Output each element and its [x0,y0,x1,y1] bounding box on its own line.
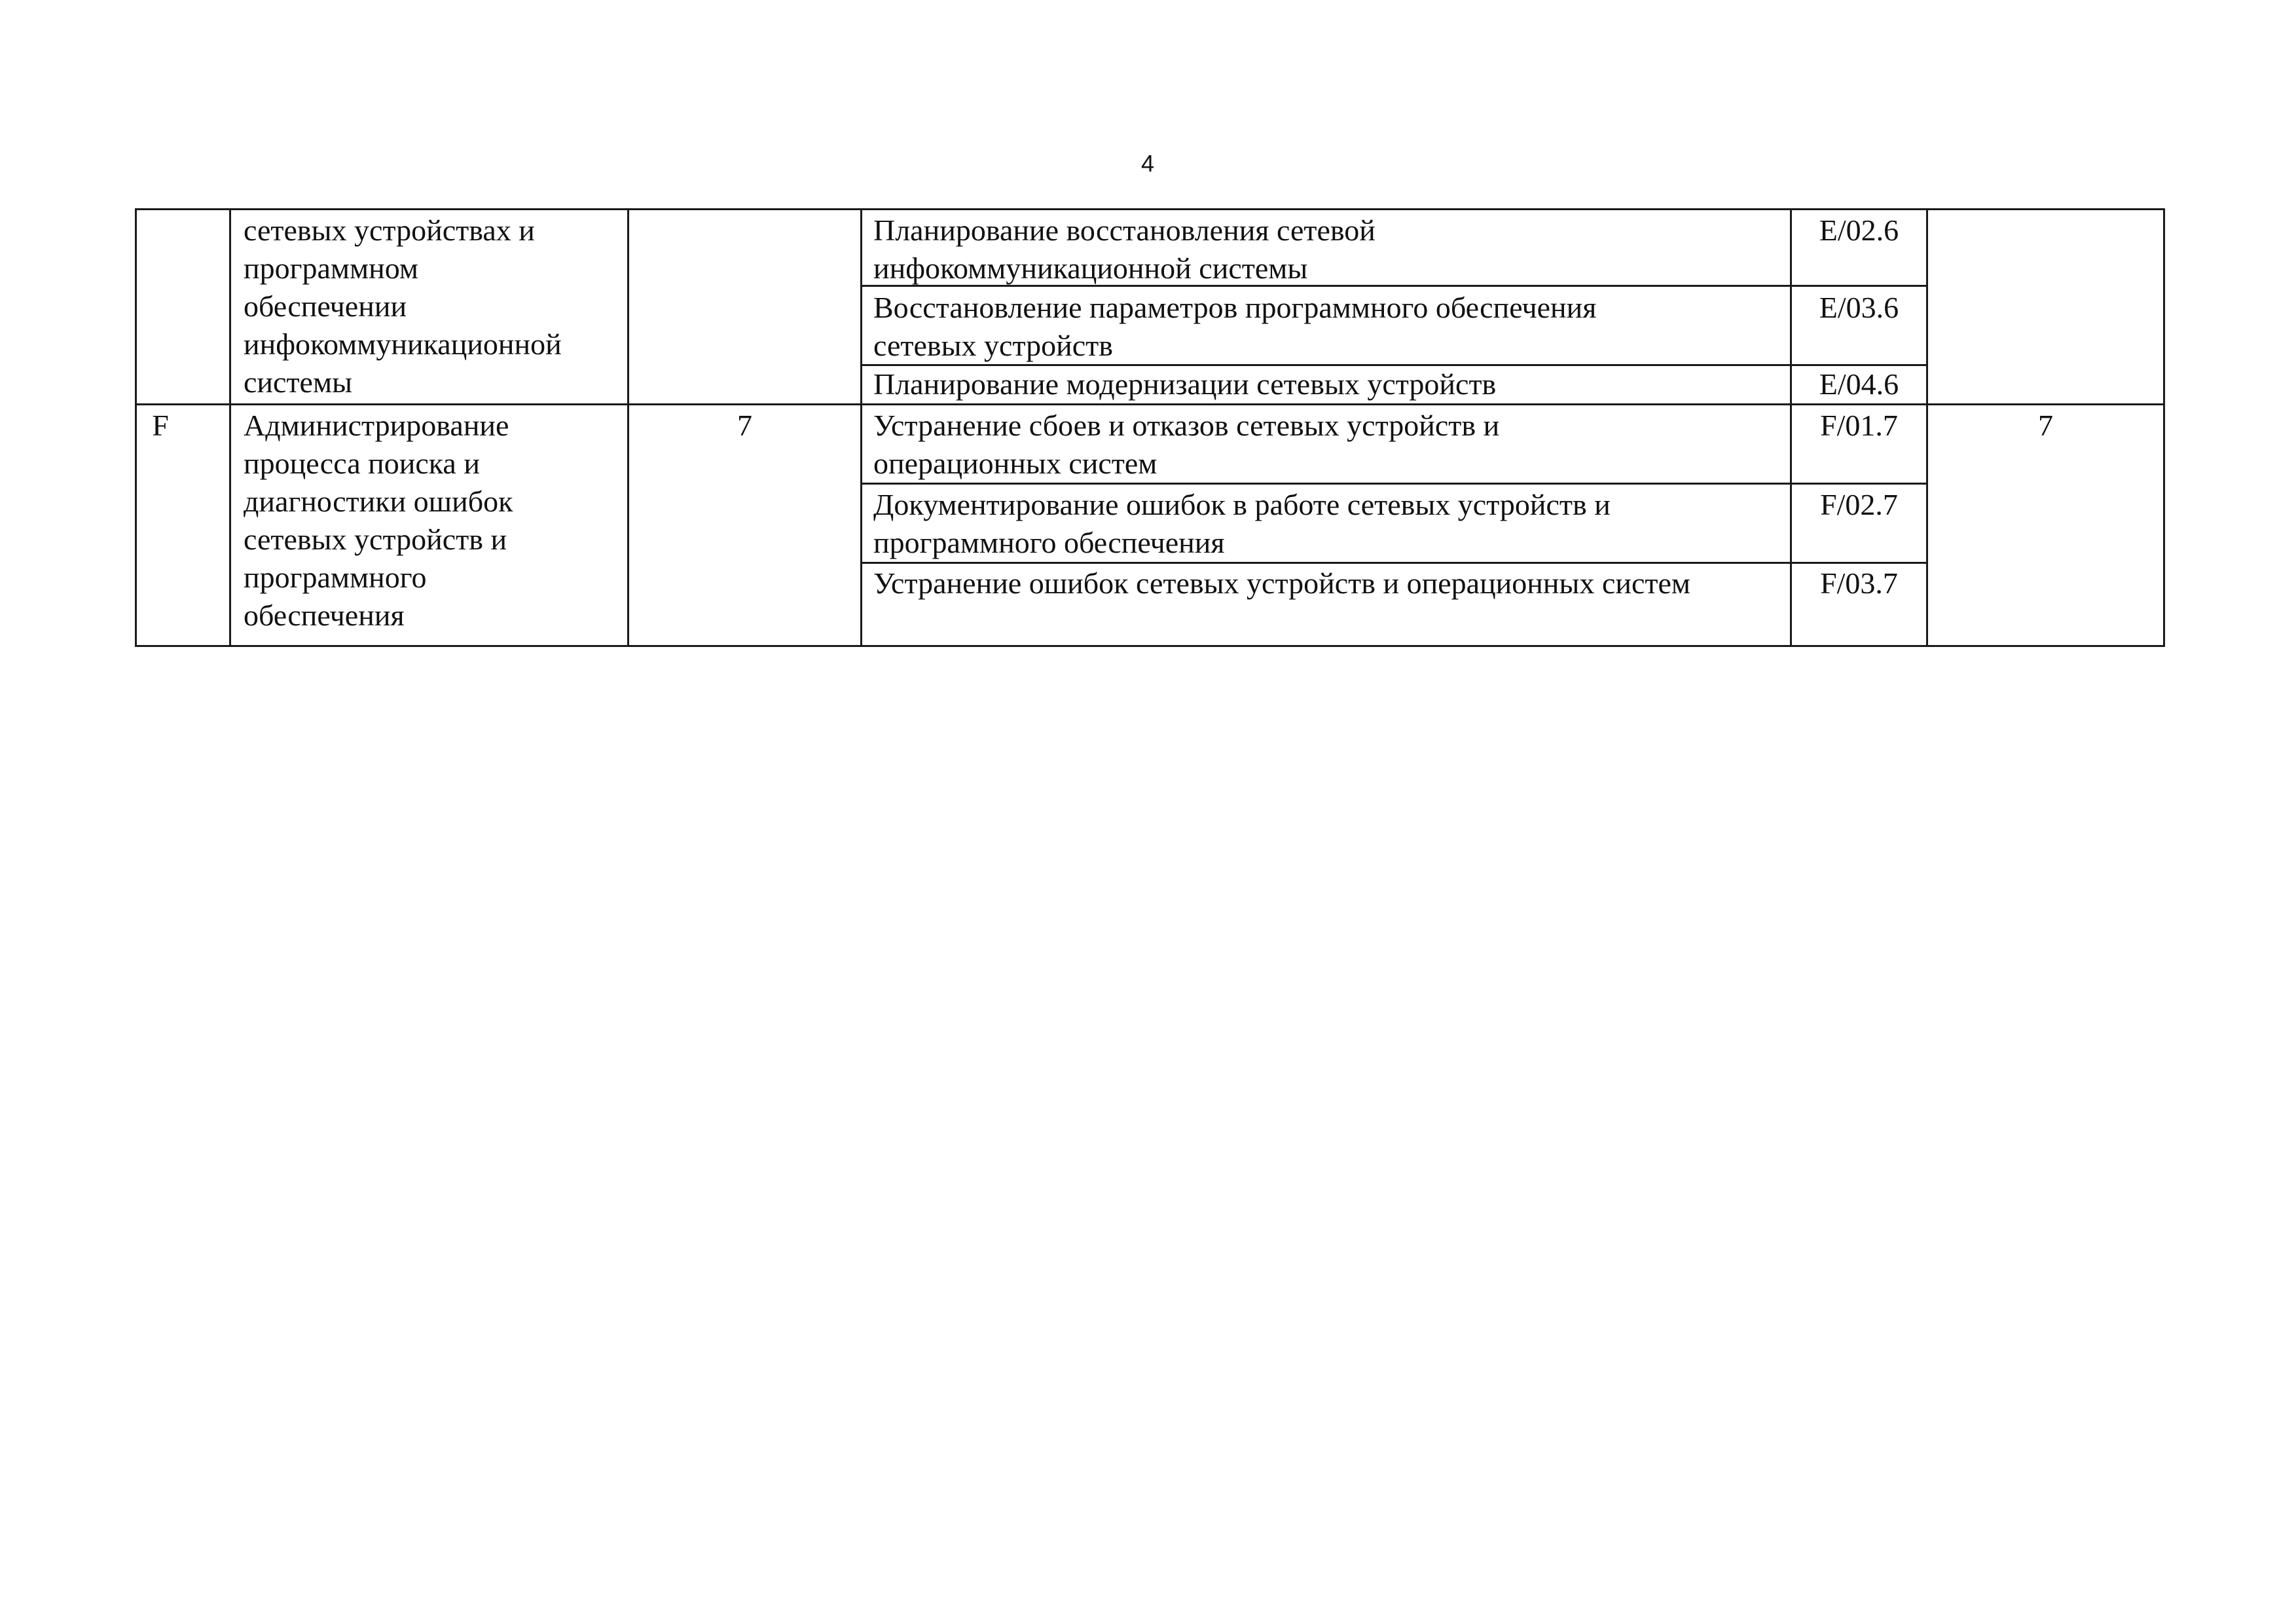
column-divider [860,208,862,647]
column-divider [229,208,231,647]
labor-function-name [873,564,1690,602]
sublevel-qualification: 7 [2038,409,2053,442]
cell-text-line: Планирование модернизации сетевых устройств [873,367,1497,401]
labor-function-name [873,407,1499,483]
cell-text-line: диагностики ошибок [244,485,513,518]
labor-function-name [873,365,1496,403]
labor-function-name [873,289,1596,365]
cell-text-line: операционных систем [873,447,1157,480]
cell-text-line: Устранение ошибок сетевых устройств и операционных систем [873,566,1691,600]
cell-text-line: инфокоммуникационной [244,327,562,361]
table-border-top [135,208,2165,210]
cell-text-line: сетевых устройствах и [244,213,535,247]
cell-text-line: обеспечении [244,289,407,323]
row-divider [860,483,1928,485]
cell-text-line: Администрирование [244,409,509,442]
cell-text-line: программном [244,251,418,285]
row-divider [135,403,2165,405]
generalized-function-code: F [152,409,169,442]
labor-function-code: F/03.7 [1820,566,1898,600]
cell-text-line: Восстановление параметров программного обеспечения [873,291,1597,324]
cell-text-line: программного [244,561,427,594]
labor-function-code: F/01.7 [1820,409,1898,442]
cell-text-line: системы [244,365,352,399]
labor-function-code: E/04.6 [1819,367,1899,401]
row-divider [860,562,1928,564]
cell-text-line: Документирование ошибок в работе сетевых устройств и [873,488,1611,521]
cell-text-line: Устранение сбоев и отказов сетевых устройств и [873,409,1500,442]
table-border-bottom [135,645,2165,647]
labor-function-code: E/02.6 [1819,213,1899,247]
qualification-level: 7 [737,409,752,442]
cell-text-line: процесса поиска и [244,447,480,480]
generalized-function-name [244,212,562,401]
cell-text-line: Планирование восстановления сетевой [873,213,1376,247]
cell-text-line: программного обеспечения [873,526,1225,559]
labor-function-name [873,212,1376,287]
cell-text-line: обеспечения [244,599,405,632]
functions-table [135,208,2165,647]
cell-text-line: инфокоммуникационной системы [873,251,1308,285]
cell-text-line: сетевых устройств [873,329,1113,362]
cell-text-line: сетевых устройств и [244,523,507,556]
table-border-right [2163,208,2165,647]
labor-function-name [873,486,1611,562]
labor-function-code: F/02.7 [1820,488,1898,521]
generalized-function-name [244,407,513,635]
labor-function-code: E/03.6 [1819,291,1899,324]
page-number: 4 [1140,150,1155,177]
